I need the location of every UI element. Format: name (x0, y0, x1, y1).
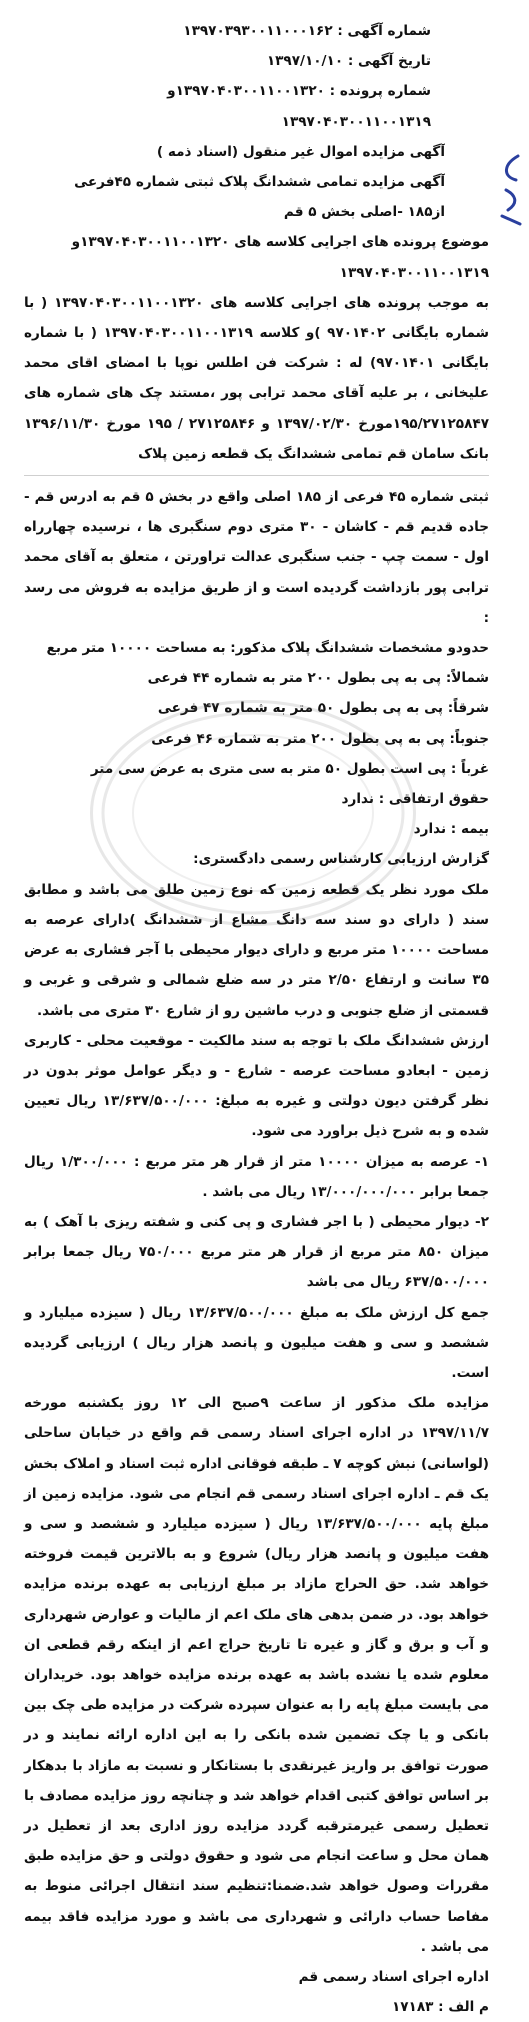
boundary-south: جنوباً: پی به پی بطول ۲۰۰ متر به شماره ۴۶ فرعی (151, 730, 489, 747)
valuation-item-land: ۱- عرصه به میزان ۱۰۰۰۰ متر از قرار هر متر مربع : ۱/۳۰۰/۰۰۰ ریال جمعا برابر ۱۳/۰۰۰/۰۰۰/۰۰۰ ریال می باشد . (24, 1153, 489, 1200)
notice-subject (24, 227, 489, 287)
case-number: شماره پرونده : ۱۳۹۷۰۴۰۳۰۰۱۱۰۰۱۳۲۰و (167, 83, 431, 100)
notice-title (24, 137, 489, 228)
title-line-2: آگهی مزایده تمامی ششدانگ پلاک ثبتی شماره ۴۵فرعی (74, 174, 445, 191)
notice-date: تاریخ آگهی : ۱۳۹۷/۱۰/۱۰ (266, 53, 431, 70)
reference-number: م الف : ۱۷۱۸۳ (391, 1999, 489, 2016)
intro-paragraph: به موجب پرونده های اجرایی کلاسه های ۱۳۹۷۰۴۰۳۰۰۱۱۰۰۱۳۲۰ ( با شماره بایگانی ۹۷۰۱۴۰۲ )و کلاسه ۱۳۹۷۰۴۰۳۰۰۱۱۰۰۱۳۱۹ ( با شماره بایگانی ۹۷۰۱۴۰۱) له : شرکت فن اطلس نوپا با امضای اقای محمد علیخانی ، بر علیه آقای محمد ترابی پور ،مستند چک های شماره های ۱۹۵/۲۷۱۲۵۸۴۷مورخ ۱۳۹۷/۰۲/۳۰ و ۲۷۱۲۵۸۴۶ / ۱۹۵ مورخ ۱۳۹۶/۱۱/۳۰ بانک سامان قم تمامی ششدانگ یک قطعه زمین پلاک (24, 294, 490, 462)
section-divider (24, 475, 489, 476)
boundaries-heading: حدودو مشخصات ششدانگ پلاک مذکور: به مساحت ۱۰۰۰۰ متر مربع (46, 640, 489, 657)
boundary-east: شرقاً: پی به پی بطول ۵۰ متر به شماره ۴۷ فرعی (157, 700, 489, 717)
boundary-west: غرباً : پی است بطول ۵۰ متر به سی متری به عرض سی متر (90, 760, 489, 777)
valuation-item-wall: ۲- دیوار محیطی ( با اجر فشاری و پی کنی و شفته ریزی با آهک ) به میزان ۸۵۰ متر مربع از قرار هر متر مربع ۷۵۰/۰۰۰ ریال جمعا برابر ۶۳۷/۵۰۰/۰۰۰ ریال می باشد (24, 1213, 490, 1291)
boundary-north: شمالاً: پی به پی بطول ۲۰۰ متر به شماره ۴۴ فرعی (147, 670, 489, 687)
subject-line-1: موضوع پرونده های اجرایی کلاسه های ۱۳۹۷۰۴۰۳۰۰۱۱۰۰۱۳۲۰و (71, 234, 489, 251)
valuation-total: جمع کل ارزش ملک به مبلغ ۱۳/۶۳۷/۵۰۰/۰۰۰ ریال ( سیزده میلیارد و ششصد و سی و هفت میلیون و پانصد هزار ریال ) ارزیابی گردیده است. (24, 1304, 490, 1381)
notice-body (24, 482, 489, 1962)
insurance-status: بیمه : ندارد (413, 821, 489, 838)
subject-line-2: ۱۳۹۷۰۴۰۳۰۰۱۱۰۰۱۳۱۹ (339, 264, 489, 281)
issuing-office: اداره اجرای اسناد رسمی قم (298, 1969, 489, 1985)
notice-header (24, 16, 489, 137)
easement-rights: حقوق ارتفاقی : ندارد (341, 791, 489, 808)
property-location-paragraph: ثبتی شماره ۴۵ فرعی از ۱۸۵ اصلی واقع در بخش ۵ قم به ادرس قم - جاده قدیم قم - کاشان - ۳۰ متری دوم سنگبری ها ، نرسیده چهارراه اول - سمت چپ - جنب سنگبری عدالت تراورتن ، متعلق به آقای محمد ترابی پور بازداشت گردیده است و از طریق مزایده به فروش می رسد : (24, 489, 489, 626)
case-number-continued: ۱۳۹۷۰۴۰۳۰۰۱۱۰۰۱۳۱۹ (281, 113, 431, 130)
notice-number: شماره آگهی : ۱۳۹۷۰۳۹۳۰۰۱۱۰۰۰۱۶۲ (183, 23, 431, 39)
title-line-3: از۱۸۵ -اصلی بخش ۵ قم (283, 204, 445, 221)
handwritten-mark-icon (496, 150, 526, 230)
title-line-1: آگهی مزایده اموال غیر منقول (اسناد ذمه ) (156, 143, 445, 160)
auction-terms-paragraph: مزایده ملک مذکور از ساعت ۹صبح الی ۱۲ روز یکشنبه مورخه ۱۳۹۷/۱۱/۷ در اداره اجرای اسناد رسمی قم واقع در خیابان ساحلی (لواسانی) نبش کوچه ۷ ـ طبقه فوقانی اداره ثبت اسناد و املاک بخش یک قم ـ اداره اجرای اسناد رسمی قم انجام می شود. مزایده زمین از مبلغ پایه ۱۳/۶۳۷/۵۰۰/۰۰۰ ریال ( سیزده میلیارد و ششصد و سی و هفت میلیون و پانصد هزار ریال) شروع و به بالاترین قیمت فروخته خواهد شد. حق الحراج مازاد بر مبلغ ارزیابی به عهده برنده مزایده خواهد بود. در ضمن بدهی های ملک اعم از مالیات و عوارض شهرداری و آب و برق و گاز و غیره تا تاریخ حراج اعم از اینکه رقم قطعی ان معلوم شده یا نشده باشد به عهده برنده مزایده خواهد بود. خریداران می بایست مبلغ پایه را به عنوان سپرده شرکت در مزایده طی چک بین بانکی و یا چک تضمین شده بانکی را به این اداره ارائه نمایند و در صورت توافق بر واریز غیرنقدی با بستانکار و نسبت به مازاد با بدهکار بر اساس توافق کتبی اقدام خواهد شد و چنانچه روز مزایده مصادف با تعطیل رسمی غیرمترقبه گردد مزایده روز اداری بعد از تعطیل در همان محل و ساعت انجام می شود و حقوق دولتی و حق مزایده طبق مقررات وصول خواهد شد.ضمنا:تنظیم سند انتقال اجرائی منوط به مفاصا حساب دارائی و شهرداری می باشد و مورد مزایده فاقد بیمه می باشد . (24, 1395, 490, 1955)
notice-signature (24, 1962, 489, 2022)
expert-report-heading: گزارش ارزیابی کارشناس رسمی دادگستری: (193, 851, 489, 868)
valuation-paragraph: ارزش ششدانگ ملک با توجه به سند مالکیت - موقعیت محلی - کاربری زمین - ابعادو مساحت عرصه - شارع - و دیگر عوامل موثر بدون در نظر گرفتن دیون دولتی و غیره به مبلغ: ۱۳/۶۳۷/۵۰۰/۰۰۰ ریال تعیین شده و به شرح ذیل براورد می شود. (24, 1032, 489, 1140)
expert-report-paragraph: ملک مورد نظر یک قطعه زمین که نوع زمین طلق می باشد و مطابق سند ( دارای دو سند سه دانگ مشاع از ششدانگ )دارای عرصه به مساحت ۱۰۰۰۰ متر مربع و دارای دیوار محیطی با آجر فشاری به عرض ۳۵ سانت و ارتفاع ۲/۵۰ متر در سه ضلع شمالی و شرقی و غربی و قسمتی از ضلع جنوبی و درب ماشین رو از شارع ۳۰ متری می باشد. (24, 881, 489, 1019)
